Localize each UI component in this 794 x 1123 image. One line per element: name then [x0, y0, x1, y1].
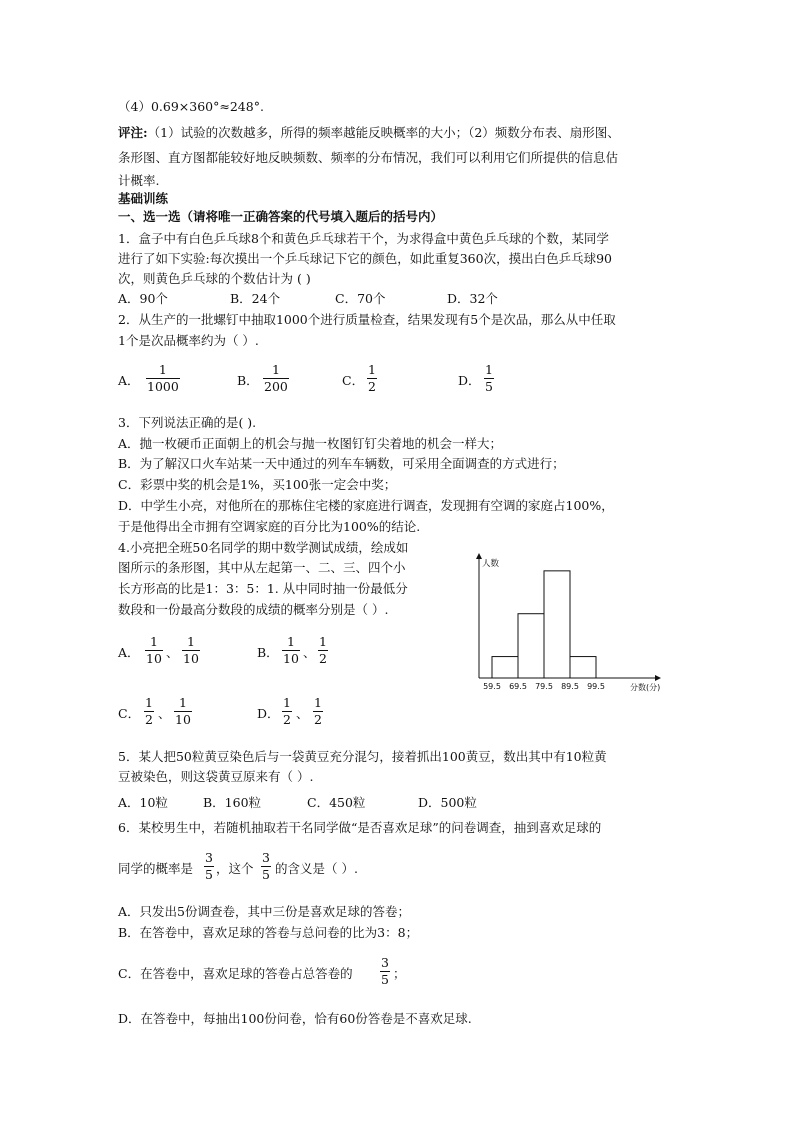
- numerator: 1: [158, 362, 167, 377]
- numerator: 3: [381, 955, 389, 970]
- q4-option-a-separator: 、: [166, 645, 179, 660]
- q6-option-c-prefix: C．在答卷中，喜欢足球的答卷占总答卷的: [118, 966, 353, 981]
- q6-fraction-1: [204, 850, 214, 883]
- denominator: 10: [146, 651, 162, 666]
- denominator: 200: [264, 379, 288, 394]
- q6-fraction-2: [261, 850, 271, 883]
- q3-option-c: C．彩票中奖的机会是1%，买100张一定会中奖；: [118, 477, 397, 492]
- q4-option-a-label: A．: [118, 645, 140, 660]
- bar-69.5-79.5: [518, 614, 544, 678]
- denominator: 5: [205, 867, 213, 882]
- denominator: 5: [262, 867, 270, 882]
- q4-option-d-fraction-2: [313, 695, 323, 728]
- q5-line-2: 豆被染色，则这袋黄豆原来有（ ）.: [118, 769, 314, 784]
- numerator: 1: [286, 634, 295, 649]
- denominator: 1000: [147, 379, 179, 394]
- q5-line-1: 5．某人把50粒黄豆染色后与一袋黄豆充分混匀，接着抓出100黄豆，数出其中有10粒黄: [118, 749, 607, 764]
- denominator: 10: [283, 651, 299, 666]
- denominator: 2: [368, 379, 376, 394]
- numerator: 3: [262, 850, 270, 865]
- q4-line-3: 长方形高的比是1：3：5：1. 从中同时抽一份最低分: [118, 581, 408, 596]
- denominator: 10: [183, 651, 199, 666]
- q4-option-b-fraction-2: [318, 634, 328, 667]
- q4-option-d-label: D．: [257, 706, 280, 721]
- section-subtitle: 一、选一选（请将唯一正确答案的代号填入题后的括号内）: [118, 209, 444, 224]
- denominator: 5: [485, 379, 493, 394]
- q6-option-c-fraction: [380, 955, 390, 988]
- numerator: 1: [485, 362, 493, 377]
- q6-line-2-middle: ，这个: [216, 861, 254, 876]
- denominator: 2: [145, 712, 153, 727]
- q1-option-c: C．70个: [335, 291, 386, 306]
- q2-option-a-label: A．: [118, 373, 140, 388]
- q4-option-a-fraction-1: [145, 634, 163, 667]
- numerator: 1: [186, 634, 195, 649]
- comment-line-2: 条形图、直方图都能较好地反映频数、频率的分布情况，我们可以利用它们所提供的信息估: [118, 150, 619, 165]
- bar-59.5-69.5: [492, 657, 518, 678]
- step-4-line: （4）0.69×360°≈248°.: [118, 99, 264, 114]
- numerator: 1: [314, 695, 322, 710]
- numerator: 1: [145, 695, 153, 710]
- q4-option-c-separator: 、: [158, 706, 171, 721]
- q2-option-b-fraction: [263, 362, 289, 395]
- q5-option-d: D．500粒: [418, 795, 477, 810]
- q1-line-1: 1．盒子中有白色乒乓球8个和黄色乒乓球若干个，为求得盒中黄色乒乓球的个数，某同学: [118, 231, 609, 246]
- q5-option-c: C．450粒: [307, 795, 366, 810]
- denominator: 10: [175, 712, 191, 727]
- comment-line-1: [118, 125, 620, 141]
- q4-option-c-label: C．: [118, 706, 141, 721]
- q6-option-a: A．只发出5份调查卷，其中三份是喜欢足球的答卷；: [118, 904, 410, 919]
- numerator: 1: [368, 362, 376, 377]
- q4-option-c-fraction-2: [174, 695, 192, 728]
- comment-text-1: （1）试验的次数越多，所得的频率越能反映概率的大小；（2）频数分布表、扇形图、: [147, 125, 620, 140]
- q6-option-d: D．在答卷中，每抽出100份问卷，恰有60份答卷是不喜欢足球.: [118, 1011, 472, 1026]
- q2-option-c-fraction: [367, 362, 377, 395]
- numerator: 1: [319, 634, 327, 649]
- numerator: 1: [271, 362, 280, 377]
- q2-option-d-label: D．: [458, 373, 481, 388]
- q4-option-b-label: B．: [257, 645, 279, 660]
- numerator: 1: [149, 634, 158, 649]
- q6-option-b: B．在答卷中，喜欢足球的答卷与总问卷的比为3：8；: [118, 925, 419, 940]
- comment-line-3: 计概率.: [118, 173, 160, 188]
- q4-line-2: 图所示的条形图，其中从左起第一、二、三、四个小: [118, 560, 406, 575]
- q3-option-a: A．抛一枚硬币正面朝上的机会与抛一枚图钉钉尖着地的机会一样大；: [118, 436, 503, 451]
- q2-line-2: 1个是次品概率约为（ ）.: [118, 333, 259, 348]
- q3-option-d-line-1: D．中学生小亮，对他所在的那栋住宅楼的家庭进行调查，发现拥有空调的家庭占100%，: [118, 498, 614, 513]
- q4-option-b-fraction-1: [282, 634, 300, 667]
- denominator: 2: [319, 651, 327, 666]
- q6-option-c-suffix: ；: [393, 966, 406, 981]
- q6-line-2-suffix: 的含义是（ ）.: [275, 861, 358, 876]
- numerator: 3: [205, 850, 213, 865]
- q4-line-1: 4.小亮把全班50名同学的期中数学测试成绩，绘成如: [118, 540, 409, 555]
- q5-option-b: B．160粒: [203, 795, 262, 810]
- q1-option-a: A．90个: [118, 291, 168, 306]
- score-bar-chart: [462, 548, 676, 694]
- q1-line-3: 次，则黄色乒乓球的个数估计为 ( ): [118, 271, 311, 286]
- x-tick-label: 69.5: [509, 682, 527, 691]
- q3-line-1: 3．下列说法正确的是( ).: [118, 415, 257, 430]
- numerator: 1: [283, 695, 291, 710]
- q6-line-1: 6．某校男生中，若随机抽取若干名同学做“是否喜欢足球”的问卷调查，抽到喜欢足球的: [118, 820, 602, 835]
- q2-line-1: 2．从生产的一批螺钉中抽取1000个进行质量检查，结果发现有5个是次品，那么从中任取: [118, 312, 616, 327]
- bar-79.5-89.5: [544, 571, 570, 678]
- q4-option-d-separator: 、: [296, 706, 309, 721]
- q1-line-2: 进行了如下实验:每次摸出一个乒乓球记下它的颜色，如此重复360次，摸出白色乒乓球90: [118, 251, 612, 266]
- q4-option-d-fraction-1: [282, 695, 292, 728]
- denominator: 2: [283, 712, 291, 727]
- q1-option-b: B．24个: [230, 291, 281, 306]
- q4-option-a-fraction-2: [182, 634, 200, 667]
- q6-line-2-prefix: 同学的概率是: [118, 861, 194, 876]
- x-tick-label: 99.5: [587, 682, 605, 691]
- q2-option-b-label: B．: [237, 373, 259, 388]
- q3-option-b: B．为了解汉口火车站某一天中通过的列车车辆数，可采用全面调查的方式进行；: [118, 456, 565, 471]
- numerator: 1: [178, 695, 187, 710]
- x-tick-label: 79.5: [535, 682, 553, 691]
- q2-option-c-label: C．: [342, 373, 365, 388]
- x-axis-label: 分数(分): [630, 683, 661, 692]
- x-tick-label: 89.5: [561, 682, 579, 691]
- q2-option-a-fraction: [146, 362, 180, 395]
- q5-option-a: A．10粒: [118, 795, 168, 810]
- x-tick-label: 59.5: [483, 682, 501, 691]
- denominator: 2: [314, 712, 322, 727]
- y-axis-label: 人数: [482, 559, 500, 569]
- q4-option-c-fraction-1: [144, 695, 154, 728]
- bar-89.5-99.5: [570, 657, 596, 678]
- section-title: 基础训练: [118, 191, 169, 206]
- q2-option-d-fraction: [484, 362, 494, 395]
- q3-option-d-line-2: 于是他得出全市拥有空调家庭的百分比为100%的结论.: [118, 519, 421, 534]
- q1-option-d: D．32个: [447, 291, 498, 306]
- comment-label: 评注:: [118, 125, 148, 140]
- q4-option-b-separator: 、: [303, 645, 316, 660]
- q4-line-4: 数段和一份最高分数段的成绩的概率分别是（ ）.: [118, 602, 389, 617]
- denominator: 5: [381, 972, 389, 987]
